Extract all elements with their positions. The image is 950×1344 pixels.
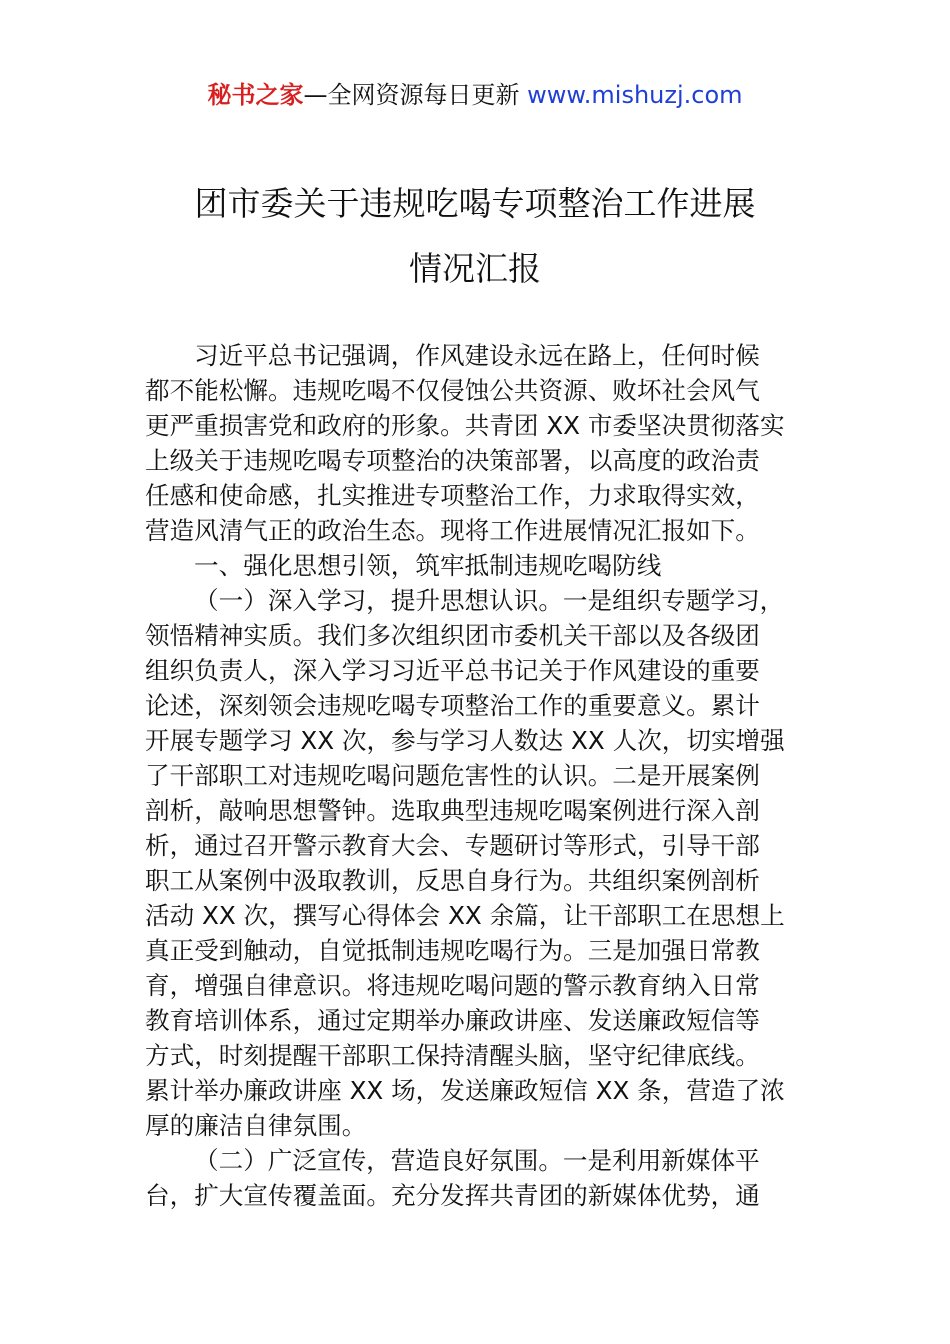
body-line: 厚的廉洁自律氛围。 <box>145 1111 367 1140</box>
body-line: 剖析，敲响思想警钟。选取典型违规吃喝案例进行深入剖 <box>145 796 760 825</box>
body-line: 任感和使命感，扎实推进专项整治工作，力求取得实效， <box>145 481 760 510</box>
body-line: 论述，深刻领会违规吃喝专项整治工作的重要意义。累计 <box>145 691 760 720</box>
body-line: 教育培训体系，通过定期举办廉政讲座、发送廉政短信等 <box>145 1006 760 1035</box>
body-line: 累计举办廉政讲座 XX 场，发送廉政短信 XX 条，营造了浓 <box>145 1076 785 1105</box>
body-line: （二）广泛宣传，营造良好氛围。一是利用新媒体平 <box>194 1146 760 1175</box>
body-line: 更严重损害党和政府的形象。共青团 XX 市委坚决贯彻落实 <box>145 411 785 440</box>
body-line: 活动 XX 次，撰写心得体会 XX 余篇，让干部职工在思想上 <box>145 901 785 930</box>
body-line: 方式，时刻提醒干部职工保持清醒头脑，坚守纪律底线。 <box>145 1041 760 1070</box>
body-line: 台，扩大宣传覆盖面。充分发挥共青团的新媒体优势，通 <box>145 1181 760 1210</box>
body-line: 开展专题学习 XX 次，参与学习人数达 XX 人次，切实增强 <box>145 726 785 755</box>
body-line: （一）深入学习，提升思想认识。一是组织专题学习， <box>194 586 785 615</box>
body-line: 习近平总书记强调，作风建设永远在路上，任何时候 <box>194 341 760 370</box>
body-line: 组织负责人，深入学习习近平总书记关于作风建设的重要 <box>145 656 760 685</box>
document-title-line-2: 情况汇报 <box>409 249 541 288</box>
section-heading: 一、强化思想引领，筑牢抵制违规吃喝防线 <box>194 551 662 580</box>
body-line: 析，通过召开警示教育大会、专题研讨等形式，引导干部 <box>145 831 760 860</box>
body-line: 领悟精神实质。我们多次组织团市委机关干部以及各级团 <box>145 621 760 650</box>
body-line: 职工从案例中汲取教训，反思自身行为。共组织案例剖析 <box>145 866 760 895</box>
body-line: 了干部职工对违规吃喝问题危害性的认识。二是开展案例 <box>145 761 760 790</box>
document-title-line-1: 团市委关于违规吃喝专项整治工作进展 <box>194 184 756 223</box>
site-tagline: —全网资源每日更新 <box>303 81 528 109</box>
body-line: 都不能松懈。违规吃喝不仅侵蚀公共资源、败坏社会风气 <box>145 376 760 405</box>
body-line: 营造风清气正的政治生态。现将工作进展情况汇报如下。 <box>145 516 760 545</box>
body-line: 真正受到触动，自觉抵制违规吃喝行为。三是加强日常教 <box>145 936 760 965</box>
site-url-link[interactable]: www.mishuzj.com <box>527 81 743 109</box>
site-header <box>0 78 950 112</box>
body-line: 上级关于违规吃喝专项整治的决策部署，以高度的政治责 <box>145 446 760 475</box>
body-line: 育，增强自律意识。将违规吃喝问题的警示教育纳入日常 <box>145 971 760 1000</box>
site-brand: 秘书之家 <box>207 81 304 109</box>
